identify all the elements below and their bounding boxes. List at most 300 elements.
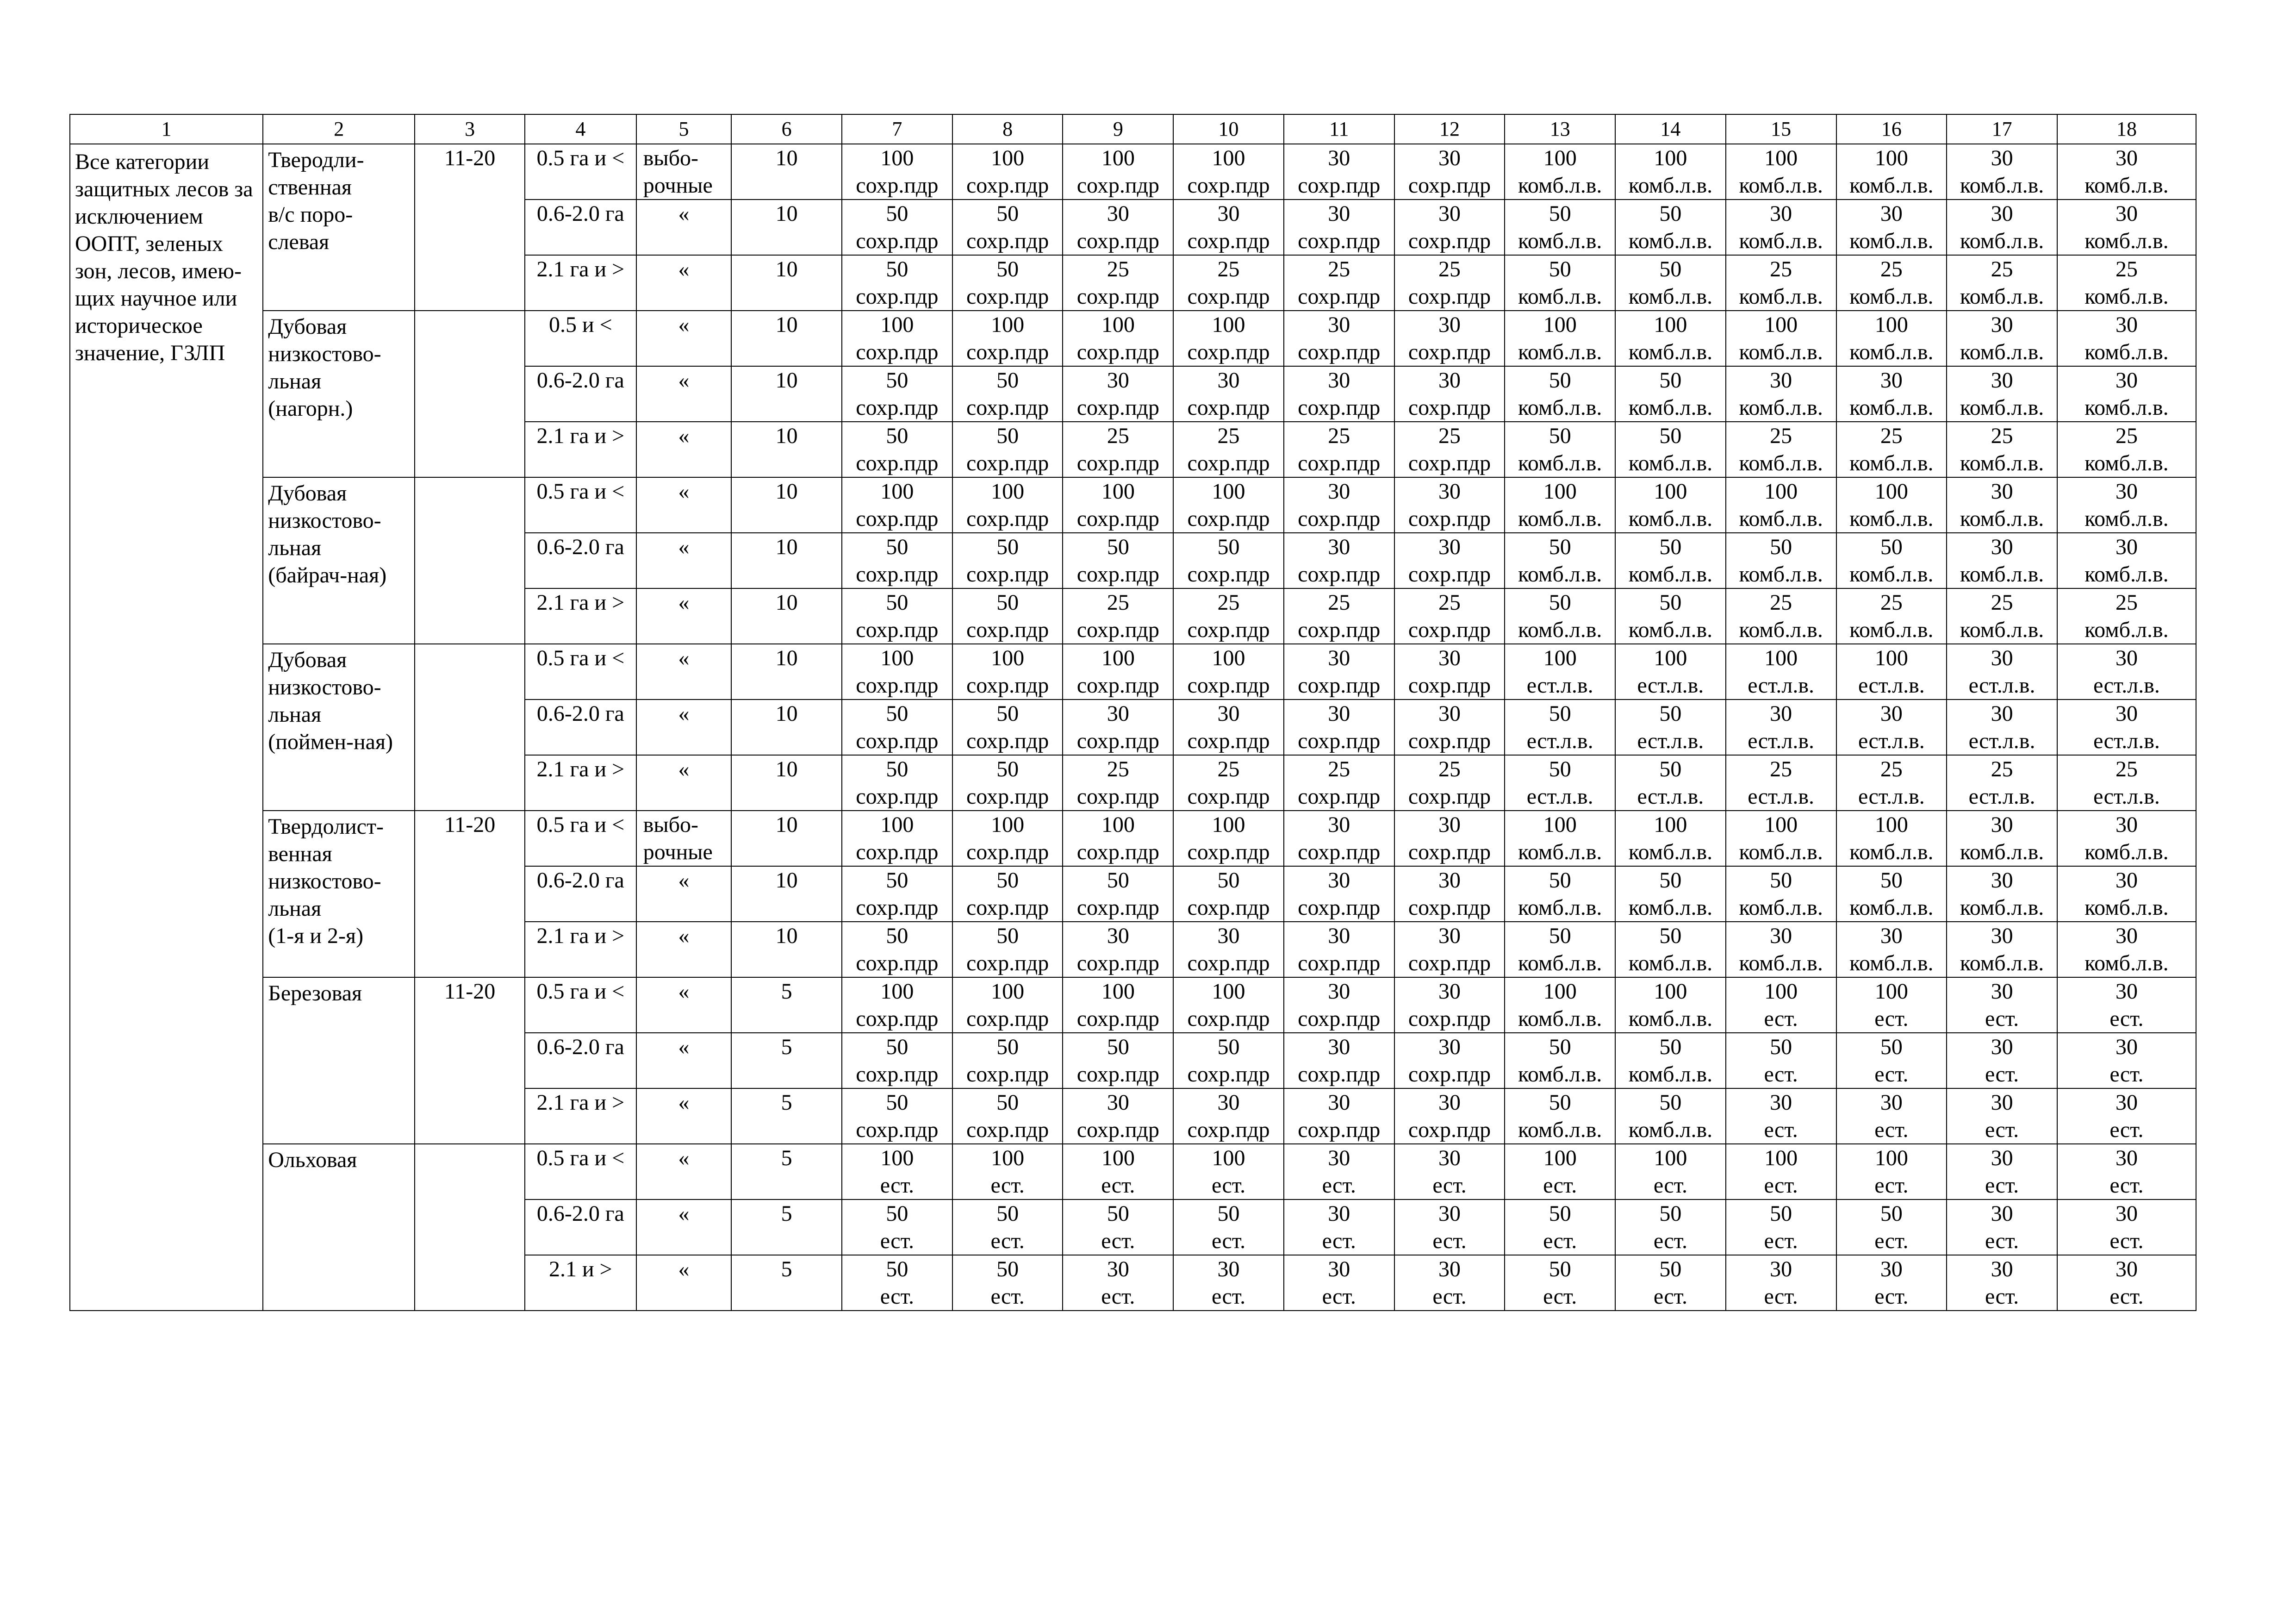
area-cell: 2.1 га и > [525, 255, 636, 311]
value-cell [1394, 1199, 1505, 1255]
percent-value: 100 [1543, 646, 1577, 670]
value-cell [952, 1255, 1063, 1311]
method-type: комб.л.в. [1518, 1006, 1602, 1031]
percent-value: 50 [1217, 535, 1240, 559]
percent-value: 30 [1991, 535, 2013, 559]
value-cell [842, 144, 952, 200]
value-cell [1505, 644, 1615, 700]
value-cell [1505, 477, 1615, 533]
percent-value: 50 [1549, 701, 1571, 726]
percent-value: 100 [880, 479, 914, 504]
method-cell [636, 922, 732, 977]
method-type: ест. [1432, 1173, 1467, 1198]
area-cell: 0.5 га и < [525, 144, 636, 200]
value-cell [1615, 1033, 1726, 1088]
method-type: ест. [1543, 1284, 1577, 1309]
percent-value: 50 [886, 1035, 908, 1059]
percent-value: 30 [1991, 479, 2013, 504]
method-type: сохр.пдр [1298, 673, 1381, 698]
value-cell [1063, 644, 1173, 700]
percent-value: 30 [1107, 924, 1129, 948]
value-cell [1615, 811, 1726, 866]
value-cell [1173, 311, 1284, 366]
percent-value: 50 [1549, 924, 1571, 948]
column-number-cell: 14 [1615, 114, 1726, 144]
value-cell [1947, 1255, 2057, 1311]
value-cell [1284, 755, 1394, 811]
percent-value: 50 [1107, 1035, 1129, 1059]
value-cell [952, 144, 1063, 200]
column-number-cell: 2 [263, 114, 415, 144]
percent-value: 50 [996, 424, 1019, 448]
value-cell [842, 422, 952, 477]
value-cell [1615, 1088, 1726, 1144]
value-cell [1726, 755, 1836, 811]
method-type: ест. [1764, 1229, 1798, 1253]
percent-value: 50 [996, 701, 1019, 726]
value-cell [1173, 1144, 1284, 1199]
percent-value: 30 [1991, 1146, 2013, 1170]
percent-value: 50 [886, 201, 908, 226]
column-number-cell: 5 [636, 114, 732, 144]
percent-value: 100 [1874, 1146, 1908, 1170]
percent-value: 100 [1543, 479, 1577, 504]
column-number-cell: 3 [415, 114, 525, 144]
value-cell [1394, 311, 1505, 366]
method-cell [636, 644, 732, 700]
method-type: сохр.пдр [1408, 673, 1491, 698]
category-cell [70, 144, 263, 1311]
method-type: ест. [1764, 1173, 1798, 1198]
value-cell [1394, 533, 1505, 588]
method-type: сохр.пдр [1076, 784, 1159, 809]
method-line: « [678, 201, 690, 226]
value-cell [2057, 422, 2196, 477]
category-line: Все категории [75, 150, 210, 174]
method-type: ест. [1985, 1118, 2019, 1142]
species-line: (1-я и 2-я) [268, 924, 364, 948]
value-cell [1947, 1144, 2057, 1199]
method-type: комб.л.в. [1518, 951, 1602, 975]
method-type: комб.л.в. [1739, 229, 1823, 253]
value-cell [1284, 1199, 1394, 1255]
percent-value: 30 [1438, 924, 1461, 948]
species-cell [263, 644, 415, 811]
percent-value: 50 [1549, 1201, 1571, 1226]
value-cell [1173, 1088, 1284, 1144]
value-cell [1394, 422, 1505, 477]
value-cell [842, 366, 952, 422]
value-cell [1726, 922, 1836, 977]
value-cell [1394, 255, 1505, 311]
method-type: сохр.пдр [1076, 229, 1159, 253]
method-type: комб.л.в. [1518, 840, 1602, 864]
value-cell [1284, 700, 1394, 755]
value-cell [2057, 977, 2196, 1033]
percent-value: 50 [886, 368, 908, 393]
percent-value: 50 [1549, 257, 1571, 281]
percent-value: 25 [1770, 590, 1792, 615]
percent-value: 50 [1549, 590, 1571, 615]
table-row [70, 977, 2196, 1033]
method-type: ест.л.в. [1968, 729, 2035, 753]
percent-value: 30 [1107, 368, 1129, 393]
percent-value: 100 [1764, 979, 1798, 1004]
method-type: сохр.пдр [966, 673, 1049, 698]
method-line: « [678, 1201, 690, 1226]
method-type: комб.л.в. [1518, 284, 1602, 309]
value-cell [1063, 422, 1173, 477]
value-cell [1615, 255, 1726, 311]
value-cell [1947, 144, 2057, 200]
method-type: сохр.пдр [1076, 173, 1159, 198]
percent-value: 25 [1328, 257, 1350, 281]
percent-value: 30 [1991, 1257, 2013, 1281]
value-cell [1615, 477, 1726, 533]
method-type: комб.л.в. [2084, 229, 2169, 253]
value-cell [1173, 366, 1284, 422]
method-type: сохр.пдр [966, 840, 1049, 864]
percent-value: 25 [1880, 757, 1903, 781]
method-type: комб.л.в. [1849, 229, 1934, 253]
value-cell [1284, 477, 1394, 533]
method-type: комб.л.в. [2084, 451, 2169, 475]
method-type: комб.л.в. [2084, 951, 2169, 975]
method-type: сохр.пдр [856, 1006, 939, 1031]
percent-value: 100 [1654, 146, 1687, 170]
column-6-cell: 10 [731, 422, 842, 477]
percent-value: 30 [2115, 979, 2138, 1004]
method-type: ест.л.в. [1968, 784, 2035, 809]
method-type: ест. [1211, 1173, 1246, 1198]
percent-value: 50 [996, 1090, 1019, 1115]
method-type: сохр.пдр [856, 840, 939, 864]
value-cell [1947, 477, 2057, 533]
value-cell [1063, 1199, 1173, 1255]
area-cell: 0.5 га и < [525, 477, 636, 533]
percent-value: 30 [1770, 701, 1792, 726]
column-number-cell: 15 [1726, 114, 1836, 144]
method-type: комб.л.в. [1960, 506, 2044, 531]
value-cell [1173, 1033, 1284, 1088]
percent-value: 50 [1770, 535, 1792, 559]
method-type: ест.л.в. [1637, 673, 1704, 698]
value-cell [1505, 311, 1615, 366]
percent-value: 25 [1107, 590, 1129, 615]
method-type: комб.л.в. [1849, 506, 1934, 531]
method-line: « [678, 924, 690, 948]
method-cell [636, 1144, 732, 1199]
percent-value: 50 [1659, 257, 1682, 281]
method-type: ест. [1101, 1173, 1135, 1198]
percent-value: 30 [1328, 368, 1350, 393]
value-cell [1063, 811, 1173, 866]
column-6-cell: 10 [731, 477, 842, 533]
method-type: ест.л.в. [1858, 784, 1925, 809]
method-type: сохр.пдр [1187, 173, 1270, 198]
method-type: ест.л.в. [1748, 673, 1815, 698]
method-type: сохр.пдр [1408, 895, 1491, 920]
percent-value: 30 [2115, 1201, 2138, 1226]
species-cell [263, 811, 415, 977]
method-type: сохр.пдр [966, 1006, 1049, 1031]
value-cell [1505, 977, 1615, 1033]
percent-value: 30 [1217, 1090, 1240, 1115]
value-cell [1394, 366, 1505, 422]
method-type: ест. [880, 1229, 914, 1253]
method-cell [636, 1199, 732, 1255]
percent-value: 50 [886, 868, 908, 893]
percent-value: 30 [1328, 701, 1350, 726]
method-cell [636, 144, 732, 200]
column-6-cell: 10 [731, 922, 842, 977]
value-cell [1173, 700, 1284, 755]
value-cell [1505, 1199, 1615, 1255]
species-line: (поймен-ная) [268, 730, 393, 754]
value-cell [1947, 1199, 2057, 1255]
value-cell [952, 700, 1063, 755]
method-type: комб.л.в. [1518, 506, 1602, 531]
value-cell [952, 477, 1063, 533]
method-type: сохр.пдр [1187, 951, 1270, 975]
column-number-cell: 18 [2057, 114, 2196, 144]
area-cell: 2.1 га и > [525, 588, 636, 644]
percent-value: 50 [1549, 1257, 1571, 1281]
value-cell [1836, 977, 1947, 1033]
value-cell [842, 200, 952, 255]
age-cell [415, 311, 525, 477]
method-type: ест. [1432, 1229, 1467, 1253]
value-cell [1505, 755, 1615, 811]
value-cell [1726, 255, 1836, 311]
method-type: ест. [1874, 1284, 1909, 1309]
method-type: ест.л.в. [1748, 729, 1815, 753]
value-cell [1836, 477, 1947, 533]
method-type: сохр.пдр [966, 562, 1049, 587]
percent-value: 30 [1880, 368, 1903, 393]
value-cell [2057, 144, 2196, 200]
method-type: сохр.пдр [1187, 895, 1270, 920]
method-type: сохр.пдр [966, 729, 1049, 753]
value-cell [842, 644, 952, 700]
value-cell [1836, 1144, 1947, 1199]
method-type: сохр.пдр [1076, 951, 1159, 975]
value-cell [1836, 311, 1947, 366]
area-cell: 0.5 га и < [525, 977, 636, 1033]
percent-value: 30 [1991, 868, 2013, 893]
method-type: ест. [1874, 1229, 1909, 1253]
percent-value: 30 [1217, 368, 1240, 393]
percent-value: 25 [1770, 757, 1792, 781]
value-cell [1505, 1033, 1615, 1088]
area-cell: 0.5 га и < [525, 644, 636, 700]
method-type: ест. [1985, 1062, 2019, 1087]
method-type: сохр.пдр [966, 784, 1049, 809]
value-cell [1394, 700, 1505, 755]
value-cell [1505, 866, 1615, 922]
percent-value: 30 [1991, 979, 2013, 1004]
method-line: « [678, 1090, 690, 1115]
column-6-cell: 10 [731, 588, 842, 644]
value-cell [842, 255, 952, 311]
method-cell [636, 977, 732, 1033]
category-line: защитных лесов за [75, 177, 253, 201]
value-cell [1615, 644, 1726, 700]
value-cell [1394, 1088, 1505, 1144]
value-cell [2057, 533, 2196, 588]
value-cell [1173, 755, 1284, 811]
method-type: сохр.пдр [1298, 451, 1381, 475]
value-cell [1615, 200, 1726, 255]
method-type: ест. [2109, 1118, 2144, 1142]
value-cell [1836, 644, 1947, 700]
method-cell [636, 533, 732, 588]
value-cell [952, 1144, 1063, 1199]
value-cell [1836, 366, 1947, 422]
percent-value: 30 [1328, 201, 1350, 226]
value-cell [1063, 144, 1173, 200]
percent-value: 100 [1543, 979, 1577, 1004]
area-cell: 2.1 га и > [525, 422, 636, 477]
value-cell [842, 700, 952, 755]
method-line: выбо- [643, 146, 699, 170]
age-cell: 11-20 [415, 977, 525, 1144]
column-number-cell: 8 [952, 114, 1063, 144]
method-type: сохр.пдр [856, 284, 939, 309]
method-type: сохр.пдр [856, 895, 939, 920]
value-cell [1505, 422, 1615, 477]
method-type: комб.л.в. [1960, 618, 2044, 642]
value-cell [2057, 1088, 2196, 1144]
percent-value: 50 [1549, 368, 1571, 393]
percent-value: 30 [2115, 868, 2138, 893]
column-6-cell: 10 [731, 866, 842, 922]
method-type: сохр.пдр [856, 173, 939, 198]
percent-value: 30 [2115, 1035, 2138, 1059]
value-cell [1284, 144, 1394, 200]
value-cell [1947, 1033, 2057, 1088]
value-cell [1947, 811, 2057, 866]
value-cell [1726, 700, 1836, 755]
percent-value: 100 [1654, 312, 1687, 337]
value-cell [1284, 255, 1394, 311]
percent-value: 100 [1654, 646, 1687, 670]
method-type: сохр.пдр [966, 506, 1049, 531]
percent-value: 25 [1328, 590, 1350, 615]
percent-value: 50 [1107, 868, 1129, 893]
value-cell [1284, 1144, 1394, 1199]
value-cell [1284, 644, 1394, 700]
percent-value: 50 [886, 757, 908, 781]
method-line: « [678, 1146, 690, 1170]
value-cell [2057, 644, 2196, 700]
species-line: (нагорн.) [268, 396, 353, 421]
method-type: ест.л.в. [1748, 784, 1815, 809]
value-cell [1615, 144, 1726, 200]
percent-value: 100 [1764, 646, 1798, 670]
percent-value: 100 [1212, 312, 1245, 337]
method-type: комб.л.в. [1960, 840, 2044, 864]
method-type: сохр.пдр [856, 673, 939, 698]
percent-value: 50 [1770, 868, 1792, 893]
percent-value: 30 [1107, 1090, 1129, 1115]
value-cell [1394, 588, 1505, 644]
method-type: сохр.пдр [966, 229, 1049, 253]
column-6-cell: 10 [731, 366, 842, 422]
method-type: сохр.пдр [1408, 173, 1491, 198]
area-cell: 0.6-2.0 га [525, 1033, 636, 1088]
method-type: сохр.пдр [1187, 395, 1270, 420]
column-number-cell: 1 [70, 114, 263, 144]
column-6-cell: 10 [731, 311, 842, 366]
value-cell [1836, 866, 1947, 922]
method-type: комб.л.в. [1960, 562, 2044, 587]
value-cell [1726, 366, 1836, 422]
column-number-row [70, 114, 2196, 144]
area-cell: 0.6-2.0 га [525, 533, 636, 588]
method-type: комб.л.в. [1628, 618, 1713, 642]
column-6-cell: 10 [731, 700, 842, 755]
species-cell [263, 311, 415, 477]
age-cell [415, 1144, 525, 1311]
percent-value: 30 [1217, 1257, 1240, 1281]
column-number-cell: 16 [1836, 114, 1947, 144]
method-type: сохр.пдр [1076, 1006, 1159, 1031]
method-type: комб.л.в. [2084, 173, 2169, 198]
value-cell [1173, 533, 1284, 588]
method-cell [636, 1033, 732, 1088]
value-cell [1726, 1255, 1836, 1311]
value-cell [1947, 588, 2057, 644]
value-cell [2057, 700, 2196, 755]
percent-value: 30 [2115, 1090, 2138, 1115]
percent-value: 100 [1212, 646, 1245, 670]
method-type: сохр.пдр [1298, 229, 1381, 253]
value-cell [952, 1033, 1063, 1088]
percent-value: 30 [1328, 868, 1350, 893]
value-cell [1836, 811, 1947, 866]
method-type: комб.л.в. [1849, 395, 1934, 420]
area-cell: 0.5 га и < [525, 811, 636, 866]
value-cell [952, 588, 1063, 644]
value-cell [952, 422, 1063, 477]
species-line: Ольховая [268, 1148, 357, 1172]
method-type: ест.л.в. [1526, 673, 1593, 698]
percent-value: 50 [1659, 424, 1682, 448]
value-cell [1284, 1255, 1394, 1311]
method-type: ест. [1432, 1284, 1467, 1309]
table-row [70, 811, 2196, 866]
value-cell [1947, 1088, 2057, 1144]
value-cell [1063, 588, 1173, 644]
method-type: сохр.пдр [1187, 1062, 1270, 1087]
method-type: комб.л.в. [1849, 451, 1934, 475]
method-type: комб.л.в. [1628, 951, 1713, 975]
method-type: сохр.пдр [966, 895, 1049, 920]
value-cell [1615, 922, 1726, 977]
table-row [70, 644, 2196, 700]
method-type: ест. [1764, 1006, 1798, 1031]
percent-value: 50 [1107, 535, 1129, 559]
percent-value: 100 [991, 1146, 1025, 1170]
method-cell [636, 311, 732, 366]
value-cell [1173, 922, 1284, 977]
percent-value: 30 [1438, 701, 1461, 726]
value-cell [1947, 977, 2057, 1033]
value-cell [1284, 977, 1394, 1033]
column-6-cell: 5 [731, 1088, 842, 1144]
method-type: сохр.пдр [1408, 451, 1491, 475]
